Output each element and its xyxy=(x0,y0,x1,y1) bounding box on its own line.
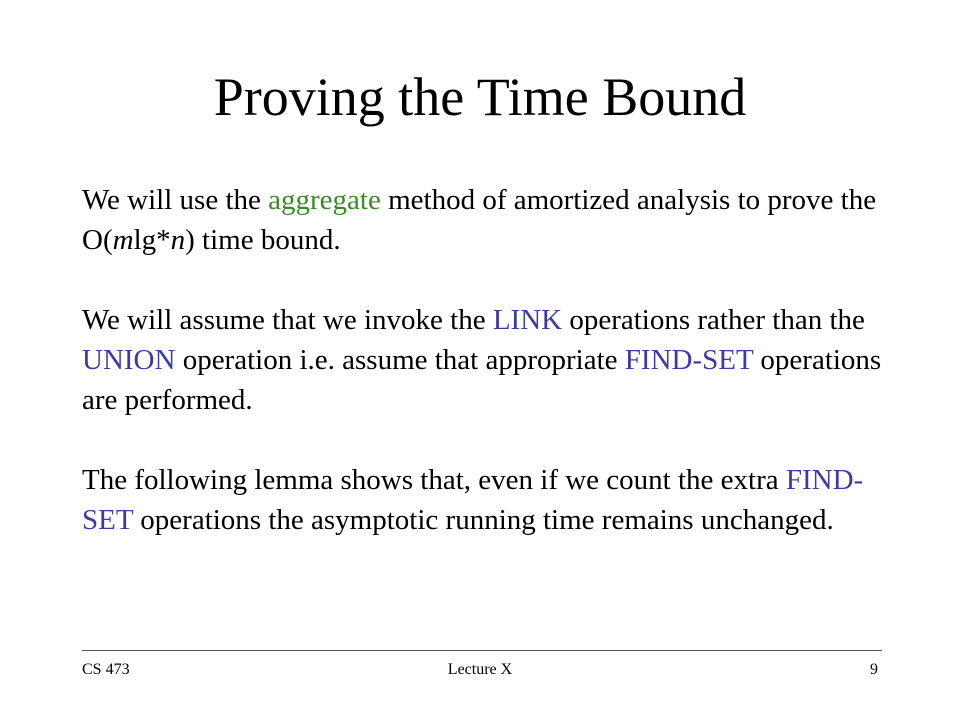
text-run: operations the asymptotic running time remains unchanged. xyxy=(133,504,834,536)
paragraph-lemma xyxy=(82,460,882,540)
text-run: operations are performed. xyxy=(82,344,882,416)
highlight-find-set: FIND-SET xyxy=(82,464,864,536)
footer-lecture: Lecture X xyxy=(447,661,513,678)
highlight-union: UNION xyxy=(82,344,176,376)
highlight-aggregate: aggregate xyxy=(268,184,381,216)
text-run: ) time bound. xyxy=(185,224,341,256)
paragraph-aggregate-method xyxy=(82,180,882,260)
footer-course: CS 473 xyxy=(82,661,130,678)
math-var-n: n xyxy=(170,224,186,256)
paragraph-link-assumption xyxy=(82,300,882,420)
footer-page-number: 9 xyxy=(870,661,878,678)
text-run: lg* xyxy=(133,224,171,256)
text-run: We will assume that we invoke the xyxy=(82,304,493,336)
text-run: We will use the xyxy=(82,184,269,216)
highlight-find-set: FIND-SET xyxy=(624,344,754,376)
text-run: method of amortized analysis to prove the O( xyxy=(82,184,877,256)
text-run: The following lemma shows that, even if we count the extra xyxy=(82,464,786,496)
highlight-link: LINK xyxy=(492,304,563,336)
text-run: operations rather than the xyxy=(562,304,865,336)
footer-divider xyxy=(82,650,882,651)
math-var-m: m xyxy=(112,224,134,256)
text-run: operation i.e. assume that appropriate xyxy=(175,344,625,376)
slide-body xyxy=(82,180,882,540)
slide-title: Proving the Time Bound xyxy=(213,67,747,127)
